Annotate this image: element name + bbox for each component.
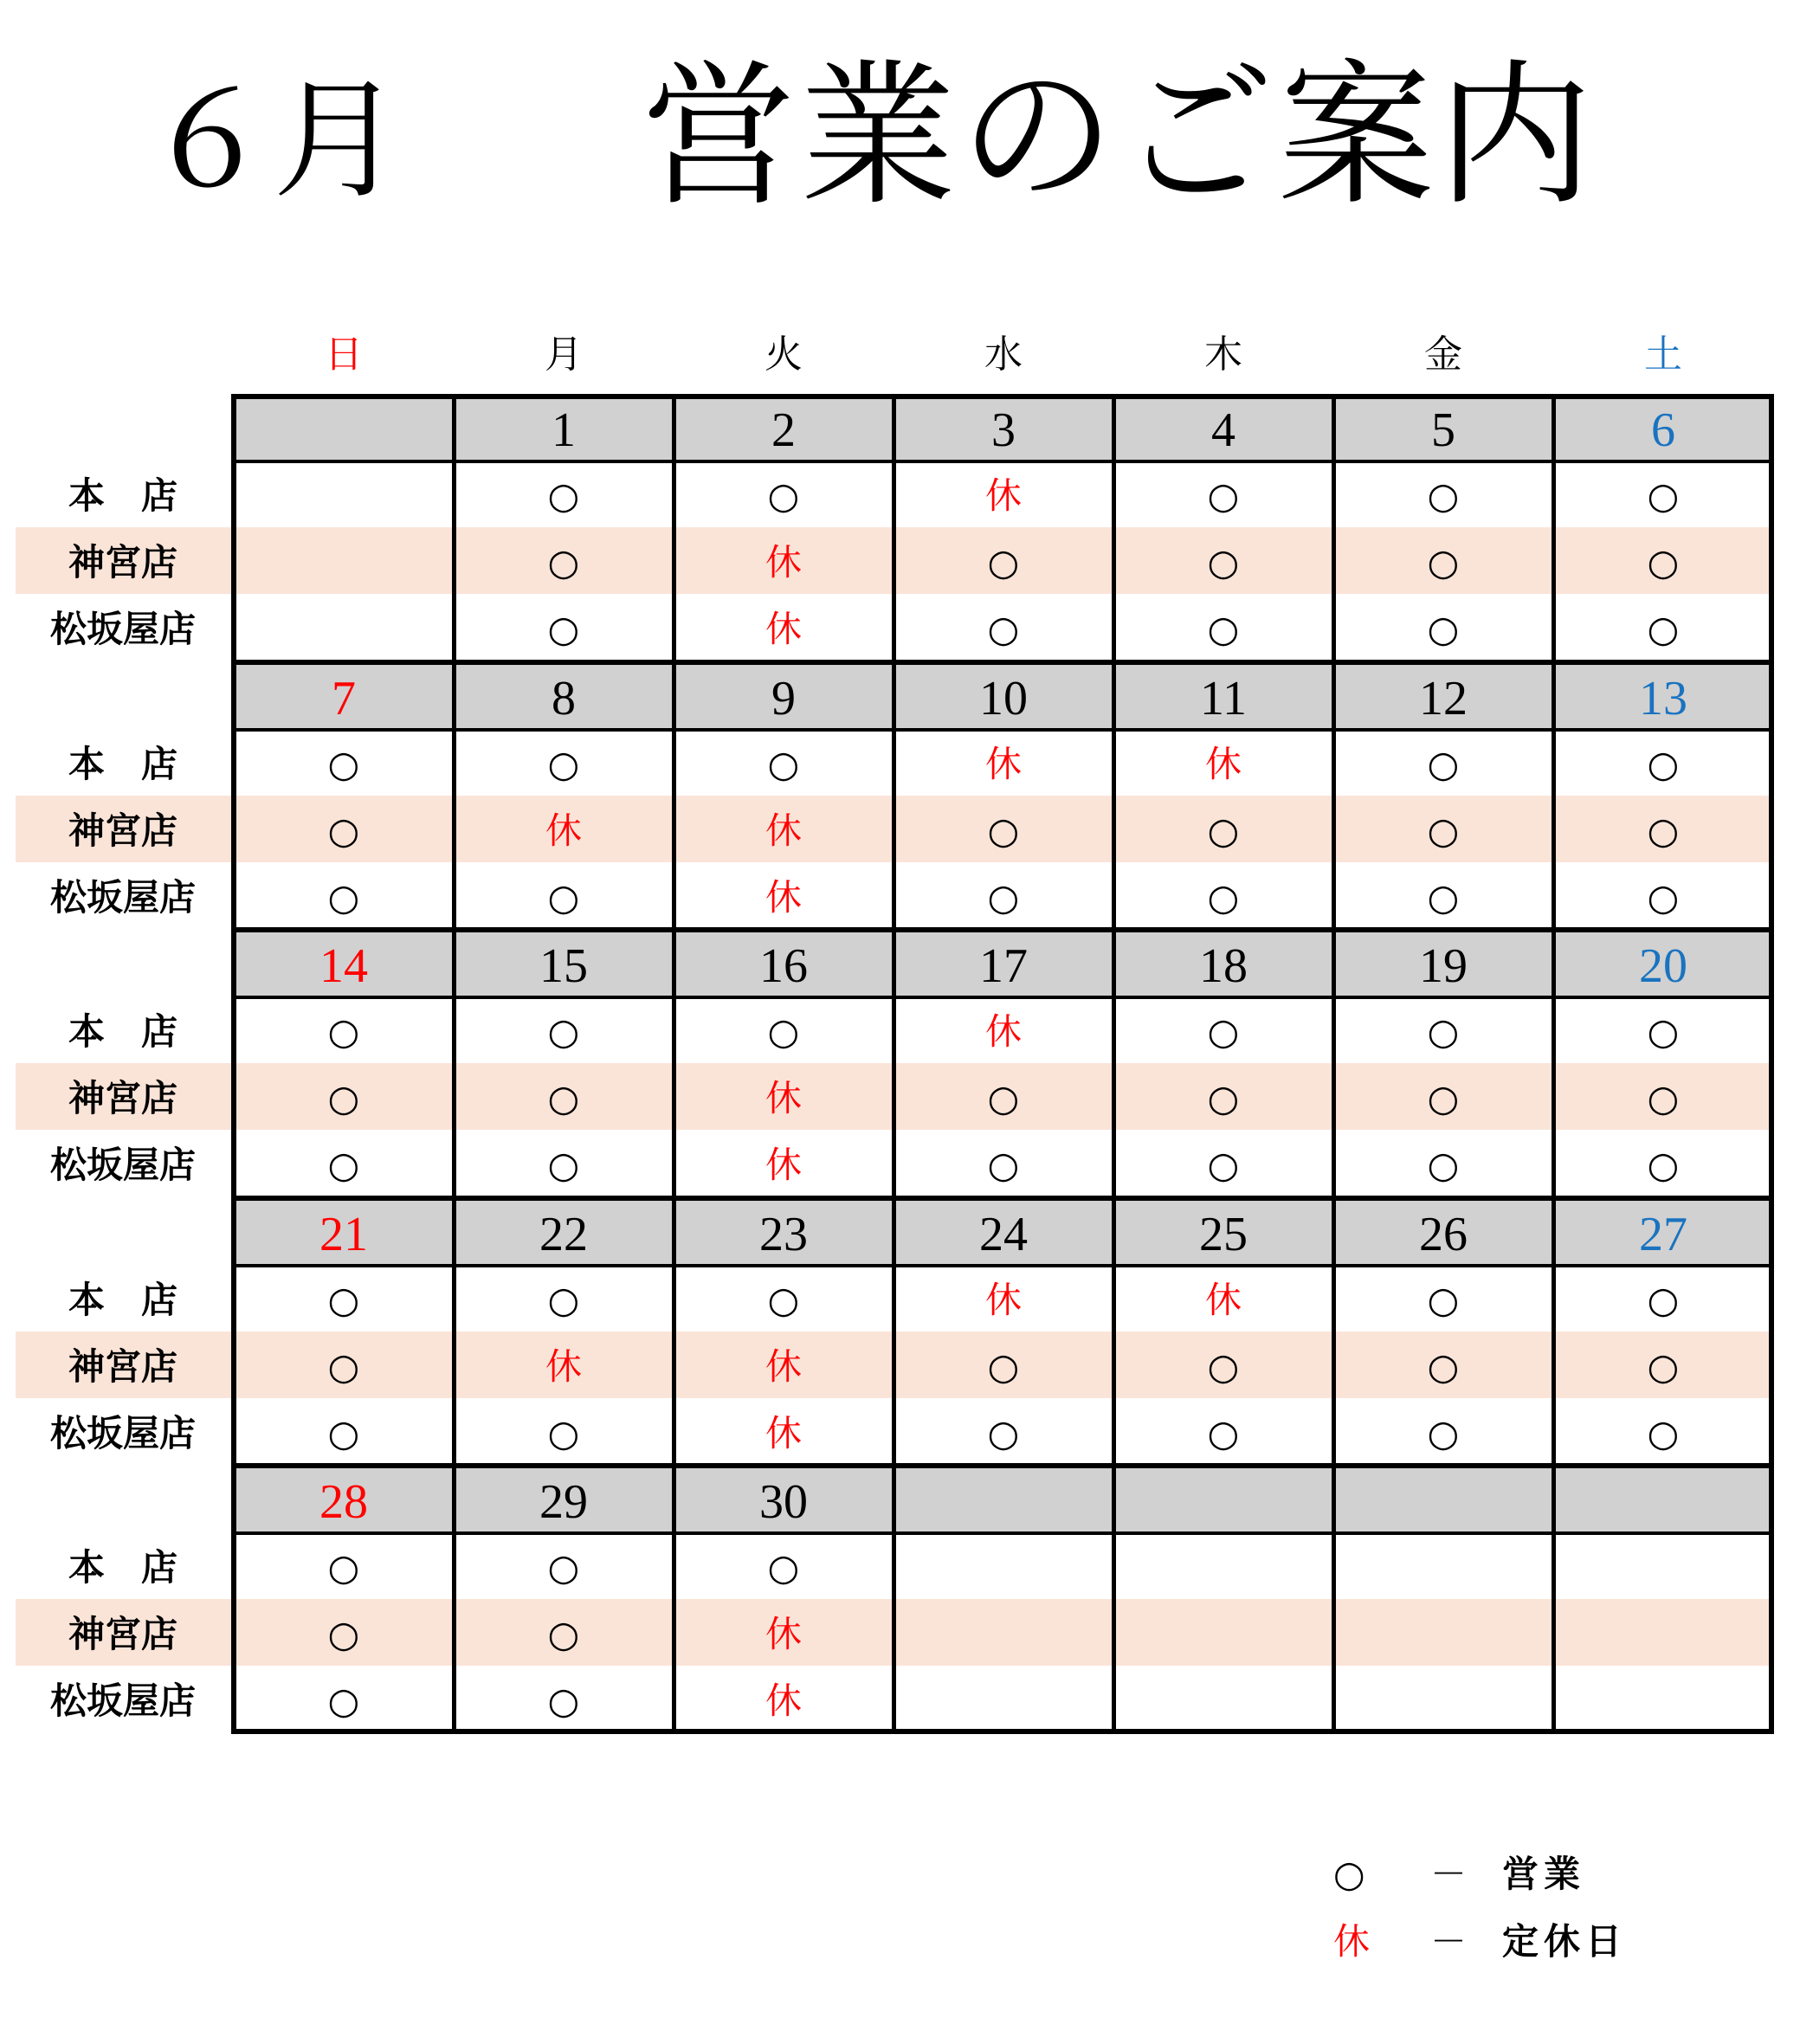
open-mark: ○ [767, 474, 800, 517]
closed-mark: 休 [765, 1144, 802, 1187]
date-number: 13 [1639, 671, 1687, 725]
date-number [234, 397, 454, 461]
open-mark: ○ [1427, 541, 1460, 584]
open-mark: ○ [1427, 875, 1460, 919]
open-mark: ○ [1647, 742, 1680, 785]
open-mark: ○ [767, 1278, 800, 1321]
open-mark: ○ [547, 608, 580, 650]
store-label: 松坂屋店 [49, 1411, 196, 1454]
month-title: ６月 [143, 66, 403, 216]
open-mark: ○ [547, 1077, 580, 1120]
store-label: 松坂屋店 [49, 875, 196, 919]
store-label: 松坂屋店 [49, 1680, 196, 1723]
open-mark: ○ [767, 1010, 800, 1054]
legend-open-label: 営業 [1502, 1853, 1586, 1895]
open-mark: ○ [1427, 1411, 1460, 1454]
date-number: 23 [759, 1207, 808, 1261]
open-mark: ○ [1647, 608, 1680, 650]
open-mark: ○ [987, 608, 1020, 650]
empty-cell [894, 1534, 1113, 1601]
weekday-label: 土 [1644, 332, 1682, 377]
open-mark: ○ [1427, 1010, 1460, 1054]
open-mark: ○ [547, 1546, 580, 1589]
date-number: 7 [332, 671, 356, 725]
date-number: 2 [771, 403, 796, 457]
open-mark: ○ [987, 1144, 1020, 1187]
open-mark: ○ [1427, 742, 1460, 785]
date-number: 16 [759, 939, 808, 994]
open-mark: ○ [327, 1411, 360, 1454]
open-mark: ○ [1427, 809, 1460, 852]
closed-mark: 休 [545, 809, 582, 852]
store-label: 本 店 [68, 1010, 177, 1054]
empty-cell [894, 1667, 1113, 1734]
closed-mark: 休 [984, 1010, 1022, 1054]
open-mark: ○ [327, 875, 360, 919]
open-mark: ○ [327, 1546, 360, 1589]
store-label: 本 店 [68, 742, 177, 785]
open-mark: ○ [1647, 1144, 1680, 1187]
closed-mark: 休 [765, 1411, 802, 1454]
open-mark: ○ [1207, 1144, 1240, 1187]
closed-mark: 休 [1204, 1278, 1242, 1321]
date-number: 5 [1431, 403, 1455, 457]
open-mark: ○ [1647, 1278, 1680, 1321]
empty-cell [894, 1601, 1113, 1667]
open-mark: ○ [1207, 608, 1240, 650]
page-title: 営業のご案内 [641, 46, 1597, 227]
empty-cell [1553, 1667, 1773, 1734]
open-mark: ○ [327, 742, 360, 785]
date-number: 29 [539, 1475, 588, 1530]
open-mark: ○ [1207, 1344, 1240, 1388]
open-mark: ○ [327, 809, 360, 852]
open-mark: ○ [1427, 1344, 1460, 1388]
open-mark: ○ [327, 1144, 360, 1187]
date-number: 21 [319, 1207, 368, 1261]
date-number: 20 [1639, 939, 1687, 994]
date-number: 24 [979, 1207, 1028, 1261]
empty-cell [1553, 1534, 1773, 1601]
open-mark: ○ [547, 1680, 580, 1723]
date-number: 19 [1419, 939, 1468, 994]
date-number: 17 [979, 939, 1028, 994]
open-mark: ○ [987, 875, 1020, 919]
open-mark: ○ [327, 1680, 360, 1723]
empty-cell [234, 529, 454, 596]
date-number: 6 [1651, 403, 1675, 457]
open-mark: ○ [327, 1077, 360, 1120]
closed-mark: 休 [545, 1344, 582, 1388]
store-label: 神宮店 [68, 1613, 177, 1656]
closed-mark: 休 [765, 541, 802, 584]
closed-mark: 休 [765, 809, 802, 852]
open-mark: ○ [987, 1077, 1020, 1120]
store-label: 本 店 [68, 474, 177, 517]
open-mark: ○ [547, 1144, 580, 1187]
open-mark: ○ [1647, 1010, 1680, 1054]
open-mark: ○ [1427, 1077, 1460, 1120]
closed-mark: 休 [765, 875, 802, 919]
empty-cell [1333, 1667, 1553, 1734]
legend-closed-symbol: 休 [1333, 1920, 1371, 1963]
empty-cell [1113, 1534, 1333, 1601]
open-mark: ○ [1647, 1411, 1680, 1454]
date-number: 18 [1199, 939, 1248, 994]
date-number: 1 [552, 403, 576, 457]
store-label: 神宮店 [68, 1344, 177, 1388]
legend-open-symbol: ○ [1333, 1853, 1365, 1895]
open-mark: ○ [767, 1546, 800, 1589]
open-mark: ○ [547, 1613, 580, 1656]
weekday-label: 月 [545, 332, 583, 377]
open-mark: ○ [1647, 875, 1680, 919]
open-mark: ○ [327, 1344, 360, 1388]
date-number: 9 [771, 671, 796, 725]
open-mark: ○ [1427, 1144, 1460, 1187]
open-mark: ○ [547, 1278, 580, 1321]
empty-cell [1113, 1601, 1333, 1667]
store-label: 松坂屋店 [49, 1144, 196, 1187]
store-label: 神宮店 [68, 1077, 177, 1120]
open-mark: ○ [1647, 1344, 1680, 1388]
date-number: 11 [1200, 671, 1247, 725]
weekday-label: 金 [1424, 332, 1462, 377]
empty-cell [1333, 1534, 1553, 1601]
date-number: 22 [539, 1207, 588, 1261]
open-mark: ○ [547, 875, 580, 919]
open-mark: ○ [547, 1010, 580, 1054]
legend-closed-label: 定休日 [1502, 1920, 1628, 1963]
open-mark: ○ [327, 1010, 360, 1054]
open-mark: ○ [1427, 1278, 1460, 1321]
open-mark: ○ [987, 1411, 1020, 1454]
empty-cell [1333, 1601, 1553, 1667]
store-label: 神宮店 [68, 541, 177, 584]
store-label: 松坂屋店 [49, 608, 196, 650]
empty-cell [1113, 1667, 1333, 1734]
open-mark: ○ [1647, 474, 1680, 517]
open-mark: ○ [987, 1344, 1020, 1388]
empty-cell [234, 596, 454, 662]
weekday-label: 火 [765, 332, 803, 377]
open-mark: ○ [547, 1411, 580, 1454]
date-number: 25 [1199, 1207, 1248, 1261]
open-mark: ○ [1207, 541, 1240, 584]
closed-mark: 休 [984, 474, 1022, 517]
open-mark: ○ [1207, 1411, 1240, 1454]
empty-cell [234, 462, 454, 529]
legend-dash: － [1430, 1920, 1468, 1963]
date-number: 30 [759, 1475, 808, 1530]
date-number [894, 1469, 1113, 1533]
date-number: 10 [979, 671, 1028, 725]
weekday-label: 木 [1204, 332, 1242, 377]
closed-mark: 休 [765, 1680, 802, 1723]
date-number [1333, 1469, 1553, 1533]
closed-mark: 休 [765, 1344, 802, 1388]
open-mark: ○ [767, 742, 800, 785]
open-mark: ○ [1647, 541, 1680, 584]
open-mark: ○ [987, 541, 1020, 584]
open-mark: ○ [327, 1613, 360, 1656]
store-label: 本 店 [68, 1278, 177, 1321]
open-mark: ○ [1207, 809, 1240, 852]
date-number: 15 [539, 939, 588, 994]
date-number: 14 [319, 939, 368, 994]
closed-mark: 休 [765, 608, 802, 650]
date-number: 8 [552, 671, 576, 725]
weekday-label: 水 [984, 332, 1023, 377]
legend-dash: － [1430, 1853, 1468, 1895]
open-mark: ○ [1207, 875, 1240, 919]
date-number: 3 [991, 403, 1016, 457]
open-mark: ○ [1207, 1010, 1240, 1054]
closed-mark: 休 [1204, 742, 1242, 785]
open-mark: ○ [987, 809, 1020, 852]
store-label: 本 店 [68, 1546, 177, 1589]
date-number: 4 [1211, 403, 1235, 457]
open-mark: ○ [1427, 608, 1460, 650]
date-number: 26 [1419, 1207, 1468, 1261]
weekday-label: 日 [325, 332, 363, 377]
date-number: 12 [1419, 671, 1468, 725]
open-mark: ○ [547, 474, 580, 517]
closed-mark: 休 [765, 1077, 802, 1120]
open-mark: ○ [547, 742, 580, 785]
date-number [1113, 1469, 1333, 1533]
date-number [1553, 1469, 1773, 1533]
date-number: 28 [319, 1475, 368, 1530]
open-mark: ○ [1207, 1077, 1240, 1120]
store-label: 神宮店 [68, 809, 177, 852]
closed-mark: 休 [984, 1278, 1022, 1321]
open-mark: ○ [1647, 809, 1680, 852]
date-number: 27 [1639, 1207, 1687, 1261]
open-mark: ○ [547, 541, 580, 584]
closed-mark: 休 [984, 742, 1022, 785]
closed-mark: 休 [765, 1613, 802, 1656]
open-mark: ○ [327, 1278, 360, 1321]
empty-cell [1553, 1601, 1773, 1667]
open-mark: ○ [1647, 1077, 1680, 1120]
open-mark: ○ [1427, 474, 1460, 517]
open-mark: ○ [1207, 474, 1240, 517]
